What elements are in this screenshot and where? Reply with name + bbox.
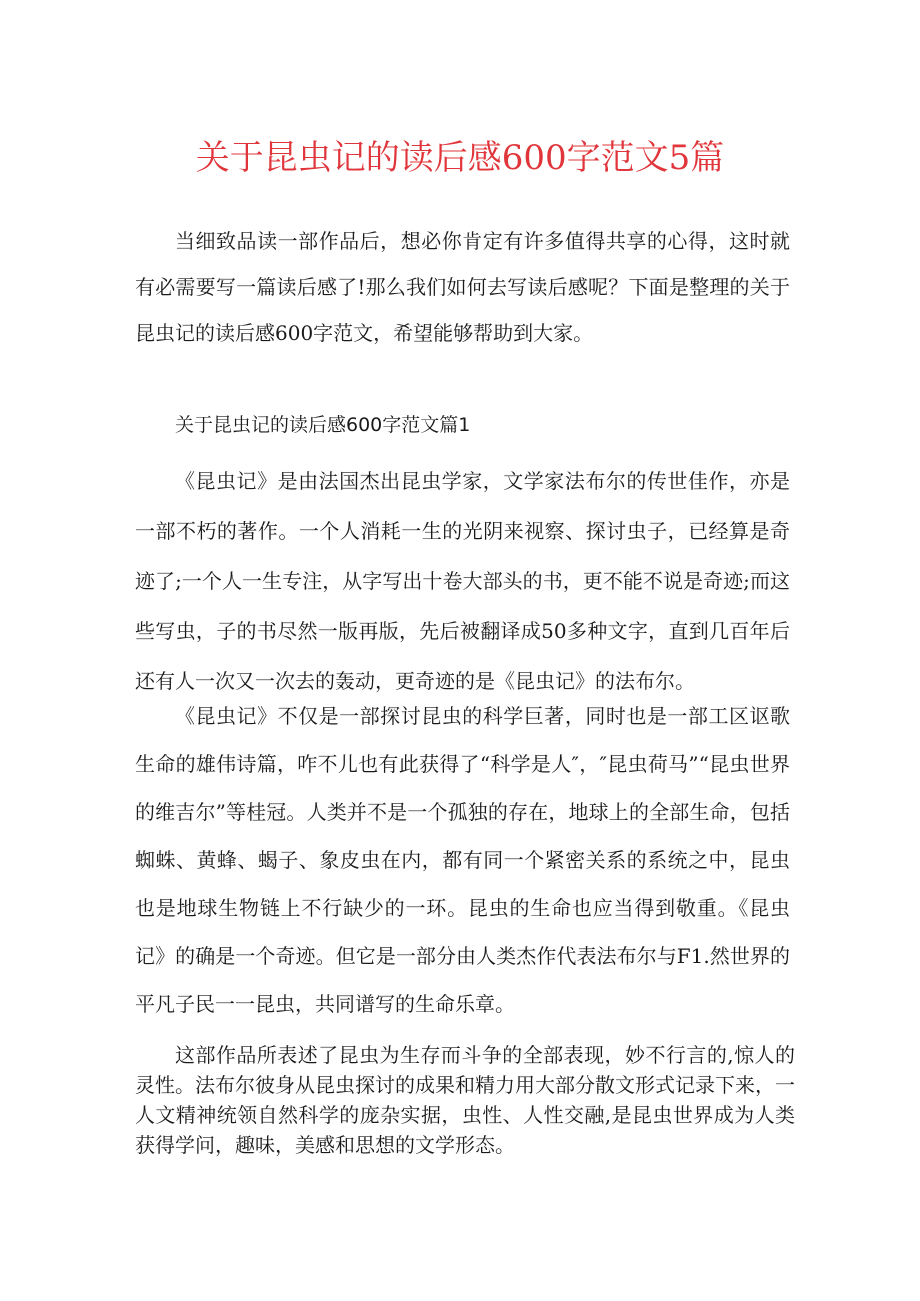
body-paragraph-1: 《昆虫记》是由法国杰出昆虫学家，文学家法布尔的传世佳作，亦是一部不朽的著作。一个人消耗一生的光阴来视察、探讨虫子，已经算是奇迹了;一个人一生专注，从字写出十卷大部头的书，更不能不说是奇迹;而这些写虫，子的书尽然一版再版，先后被翻译成50多种文字，直到几百年后还有人一次又一次去的轰动，更奇迹的是《昆虫记》的法布尔。 [135,469,790,693]
body-paragraph-3: 这部作品所表述了昆虫为生存而斗争的全部表现，妙不行言的,惊人的灵性。法布尔彼身从昆虫探讨的成果和精力用大部分散文形式记录下来，一人文精神统领自然科学的庞杂实据，虫性、人性交融,是昆虫世界成为人类获得学问，趣味，美感和思想的文学形态。 [135,1043,795,1157]
section-heading: 关于昆虫记的读后感600字范文篇1 [175,414,471,436]
body-paragraph-2: 《昆虫记》不仅是一部探讨昆虫的科学巨著，同时也是一部工区讴歌生命的雄伟诗篇，咋不儿也有此获得了“科学是人″，″昆虫荷马”“昆虫世界的维吉尔”等桂冠。人类并不是一个孤独的存在，地球上的全部生命，包括蜘蛛、黄蜂、蝎子、象皮虫在内，都有同一个紧密关系的系统之中，昆虫也是地球生物链上不行缺少的一环。昆虫的生命也应当得到敬重。《昆虫记》的确是一个奇迹。但它是一部分由人类杰作代表法布尔与F1.然世界的平凡子民一一昆虫，共同谱写的生命乐章。 [135,704,790,1016]
document-title: 关于昆虫记的读后感600字范文5篇 [195,138,725,178]
intro-paragraph: 当细致品读一部作品后，想必你肯定有许多值得共享的心得，这时就有必需要写一篇读后感了!那么我们如何去写读后感呢？下面是整理的关于昆虫记的读后感600字范文，希望能够帮助到大家。 [135,229,790,345]
